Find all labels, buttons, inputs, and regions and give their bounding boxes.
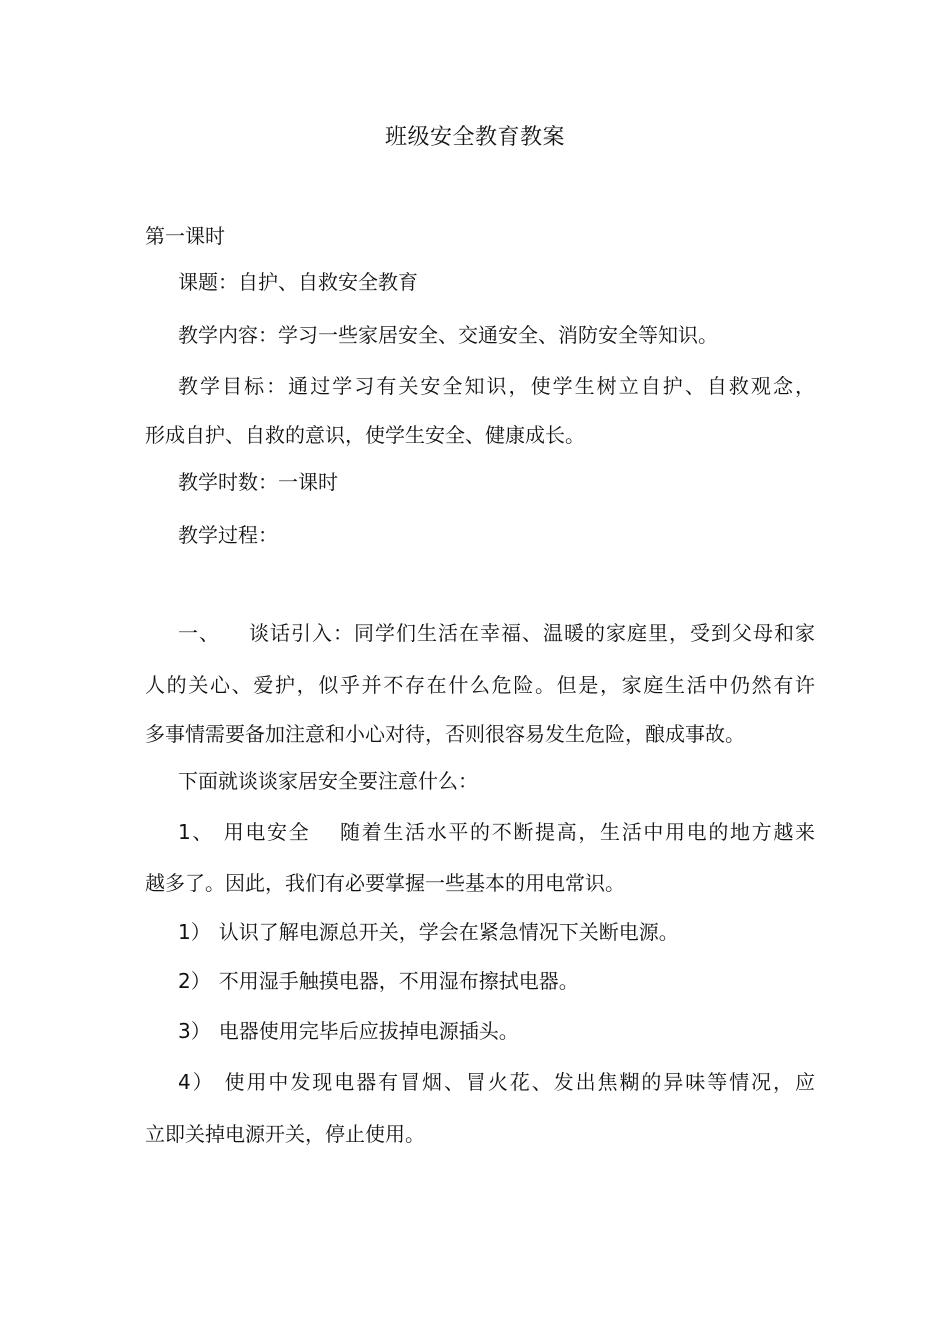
- list-item-2-number: 2）: [178, 969, 211, 993]
- list-item-1-number: 1）: [178, 920, 211, 944]
- intro-line-3: 多事情需要备加注意和小心对待，否则很容易发生危险，酿成事故。: [145, 722, 745, 746]
- list-item-2-text: 不用湿手触摸电器，不用湿布擦拭电器。: [218, 969, 579, 993]
- process-line: 教学过程：: [178, 523, 278, 547]
- hours-line: 教学时数：一课时: [178, 470, 338, 494]
- intro-line-2: 人的关心、爱护，似乎并不存在什么危险。但是，家庭生活中仍然有许: [145, 673, 815, 697]
- list-item-2: [178, 967, 815, 995]
- list-item-3: [178, 1017, 815, 1045]
- intro-line-1: [178, 619, 815, 647]
- list-item-4-line-2: 立即关掉电源开关，停止使用。: [145, 1122, 425, 1146]
- topic-line: 课题：自护、自救安全教育: [178, 270, 418, 294]
- list-item-4-number: 4）: [178, 1070, 215, 1094]
- electric-number: 1、: [178, 820, 215, 844]
- goal-line-1: 教学目标：通过学习有关安全知识，使学生树立自护、自救观念，: [178, 374, 815, 398]
- list-item-3-number: 3）: [178, 1019, 211, 1043]
- home-safety-line: 下面就谈谈家居安全要注意什么：: [178, 769, 478, 793]
- intro-number: 一、: [178, 621, 220, 645]
- intro-text-1: 谈话引入：同学们生活在幸福、温暖的家庭里，受到父母和家: [248, 621, 815, 645]
- section-heading: 第一课时: [145, 224, 225, 248]
- content-line: 教学内容：学习一些家居安全、交通安全、消防安全等知识。: [178, 323, 718, 347]
- goal-line-2: 形成自护、自救的意识，使学生安全、健康成长。: [145, 423, 585, 447]
- list-item-3-text: 电器使用完毕后应拔掉电源插头。: [218, 1019, 519, 1043]
- list-item-4-text-1: 使用中发现电器有冒烟、冒火花、发出焦糊的异味等情况，应: [222, 1070, 815, 1094]
- list-item-4-line-1: [178, 1068, 815, 1096]
- electric-text-1: 随着生活水平的不断提高，生活中用电的地方越来: [338, 820, 816, 844]
- electric-line-2: 越多了。因此，我们有必要掌握一些基本的用电常识。: [145, 871, 625, 895]
- document-title: 班级安全教育教案: [384, 125, 565, 150]
- electric-line-1: [178, 818, 815, 846]
- electric-title: 用电安全: [222, 820, 311, 844]
- list-item-1: [178, 918, 815, 946]
- list-item-1-text: 认识了解电源总开关，学会在紧急情况下关断电源。: [218, 920, 679, 944]
